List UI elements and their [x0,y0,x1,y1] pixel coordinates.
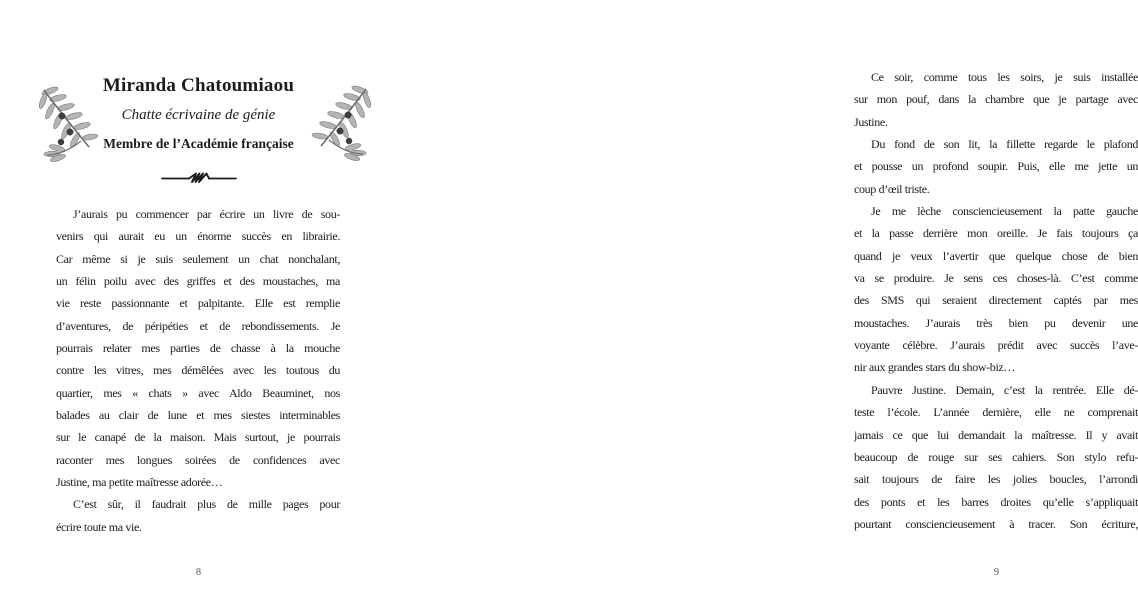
text-line: quand je veux l’avertir que quelque chose de bien [854,248,1138,263]
text-line: et pousse un profond soupir. Puis, elle me jette un [854,159,1138,174]
text-line: C’est sûr, il faudrait plus de mille pages pour [73,497,340,512]
left-page [0,0,399,601]
text-line: pourrais relater mes parties de chasse à la mouche [56,341,340,356]
chapter-author-title: Miranda Chatoumiaou [102,75,295,96]
text-line: Ce soir, comme tous les soirs, je suis installée [871,70,1138,84]
text-line: écrire toute ma vie. [56,519,142,534]
left-page-text [56,203,340,538]
text-line: sait toujours de faire les jolies boucles, l’arrondi [854,472,1138,487]
text-line: moustaches. J’aurais très bien pu devenir une [854,315,1138,330]
text-line: des SMS qui seraient directement captés par mes [854,293,1138,308]
text-line: raconter mes longues soirées de confidences avec [56,452,340,467]
text-line: sur mon pouf, dans la chambre que je partage avec [854,92,1138,107]
text-line: venirs qui aurait eu un énorme succès en librairie. [56,229,340,244]
text-line: balades au clair de lune et mes siestes interminables [56,408,340,423]
text-line: contre les vitres, mes démêlées avec les toutous du [56,363,340,378]
text-line: Pauvre Justine. Demain, c’est la rentrée. Elle dé- [871,382,1138,397]
text-line: quartier, mes « chats » avec Aldo Beauminet, nos [56,385,340,400]
text-line: jamais ce que lui demandait la maîtresse. Il y avait [854,427,1138,442]
rope-twist-divider-icon [57,171,340,190]
text-line: sur le canapé de la maison. Mais surtout, je pourrais [56,430,340,445]
text-line: beaucoup de rouge sur ses cahiers. Son stylo refu- [854,449,1138,464]
text-line: coup d’œil triste. [854,181,930,196]
text-line: Je me lèche consciencieusement la patte gauche [871,204,1138,219]
text-line: Justine. [854,114,888,129]
left-page-number: 8 [195,567,202,578]
text-line: un félin poilu avec des griffes et des moustaches, ma [56,274,340,289]
text-line: Car même si je suis seulement un chat nonchalant, [56,251,340,266]
text-line: vie reste passionnante et palpitante. Elle est remplie [56,296,340,311]
text-line: va se produire. Je sens ces choses-là. C’est comme [854,271,1138,286]
right-page [399,0,1138,601]
text-line: nir aux grandes stars du show-biz… [854,360,1016,375]
text-line: teste l’école. L’année dernière, elle ne comprenait [854,405,1138,420]
text-line: Justine, ma petite maîtresse adorée… [56,475,223,490]
text-line: des ponts et les barres droites qu’elle s’appliquait [854,494,1138,509]
text-line: Du fond de son lit, la fillette regarde le plafond [871,137,1138,152]
text-line: et la passe derrière mon oreille. Je fais toujours ça [854,226,1138,241]
text-line: d’aventures, de péripéties et de rebondissements. Je [56,318,340,333]
right-page-number: 9 [993,567,1000,578]
right-page-text [854,66,1138,535]
text-line: J’aurais pu commencer par écrire un livre de sou- [73,207,340,221]
chapter-author-subtitle: Chatte écrivaine de génie [121,107,276,123]
text-line: pourtant consciencieusement à tracer. Son écriture, [854,516,1138,531]
text-line: voyante célèbre. J’aurais prédit avec succès l’ave- [854,338,1138,353]
chapter-author-affiliation: Membre de l’Académie française [103,136,294,151]
